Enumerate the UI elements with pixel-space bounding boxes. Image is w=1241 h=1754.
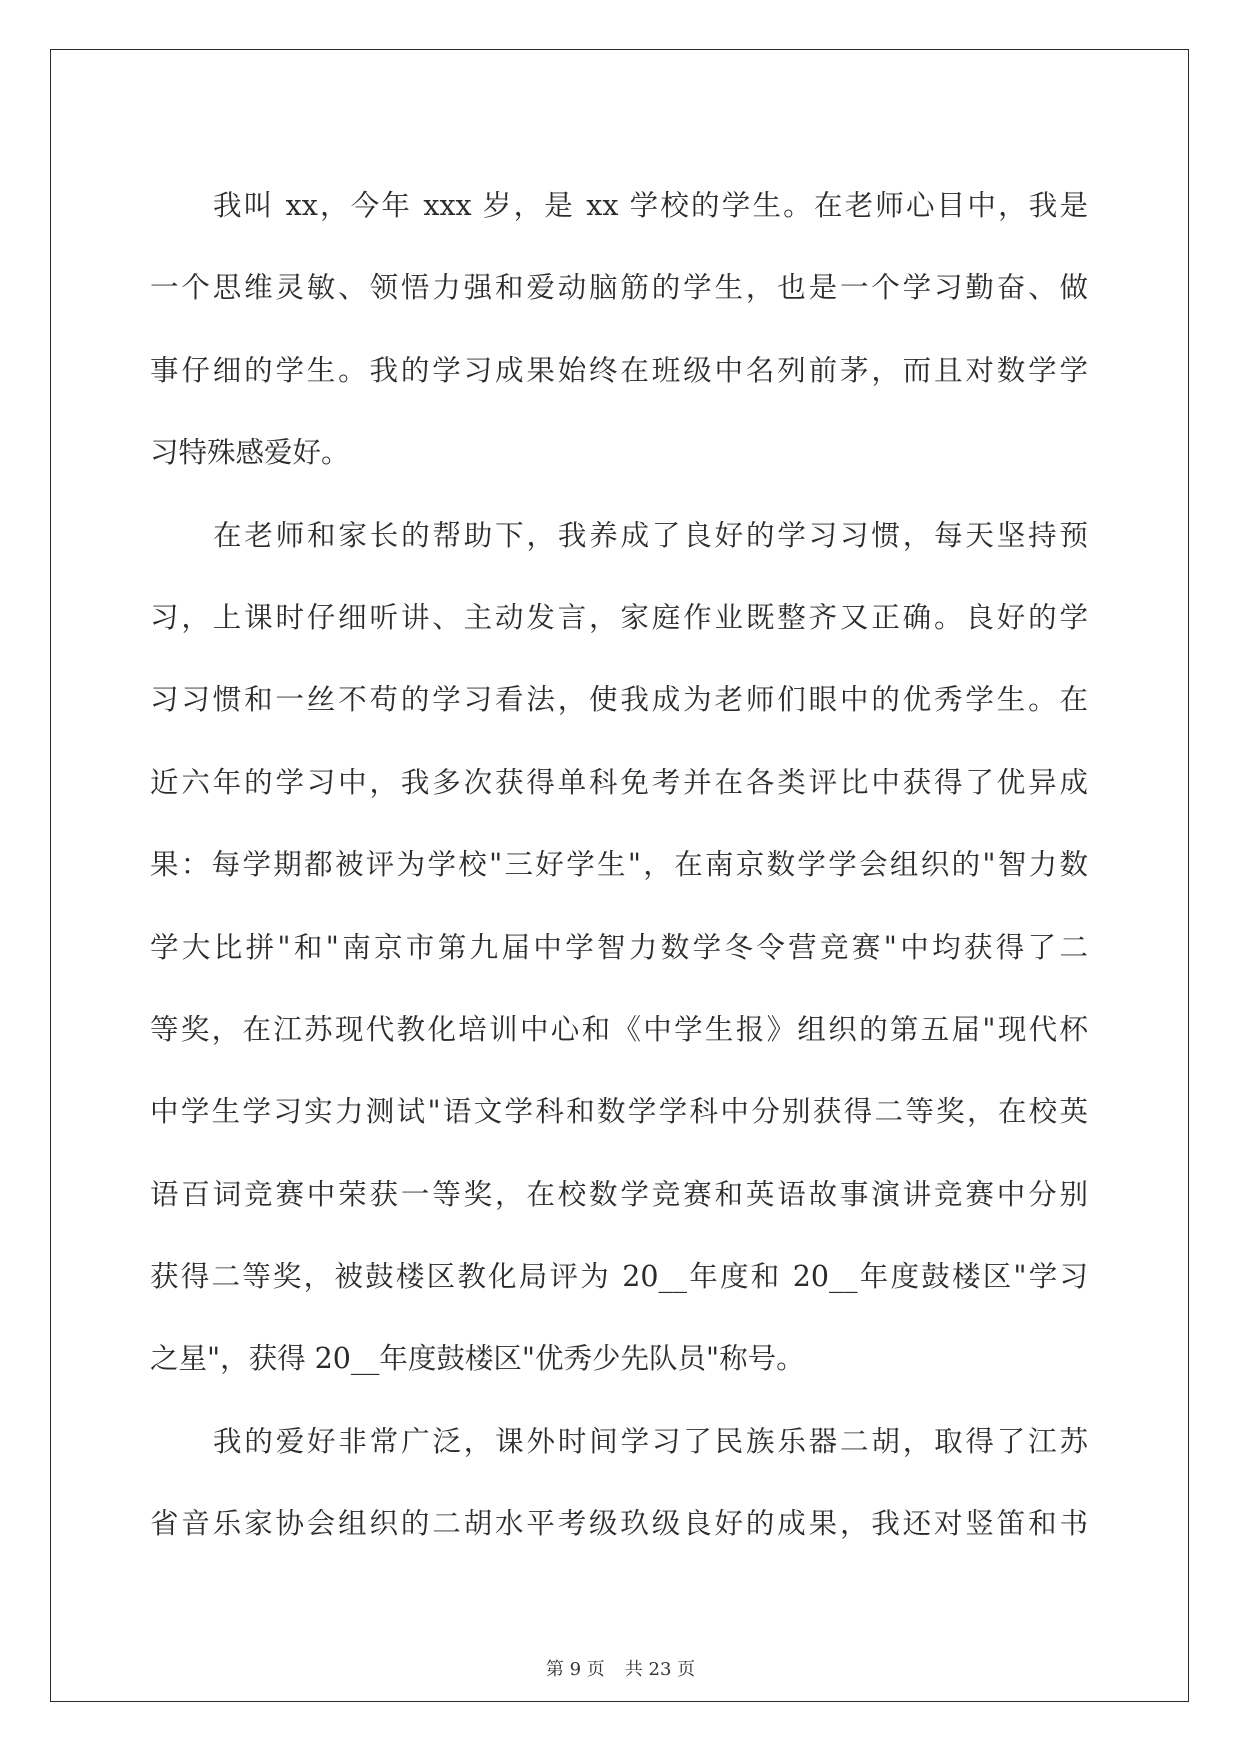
text-line: 我叫 xx，今年 xxx 岁，是 xx 学校的学生。在老师心目中，我是 — [213, 189, 1088, 222]
text-line: 近六年的学习中，我多次获得单科免考并在各类评比中获得了优异成 — [150, 765, 1088, 799]
text-line: 一个思维灵敏、领悟力强和爱动脑筋的学生，也是一个学习勤奋、做 — [150, 271, 1088, 305]
document-body — [150, 165, 1088, 1566]
text-line: 获得二等奖，被鼓楼区教化局评为 20__年度和 20__年度鼓楼区"学习 — [150, 1260, 1088, 1294]
page-total: 共 23 页 — [624, 1659, 696, 1680]
text-line: 之星"，获得 20__年度鼓楼区"优秀少先队员"称号。 — [150, 1342, 805, 1376]
text-line: 习，上课时仔细听讲、主动发言，家庭作业既整齐又正确。良好的学 — [150, 600, 1088, 634]
text-line: 习习惯和一丝不苟的学习看法，使我成为老师们眼中的优秀学生。在 — [150, 683, 1088, 717]
page-footer — [0, 1655, 1241, 1681]
page-number: 第 9 页 — [545, 1659, 605, 1680]
text-line: 习特殊感爱好。 — [150, 436, 350, 470]
text-line: 语百词竞赛中荣获一等奖，在校数学竞赛和英语故事演讲竞赛中分别 — [150, 1177, 1088, 1211]
text-line: 省音乐家协会组织的二胡水平考级玖级良好的成果，我还对竖笛和书 — [150, 1507, 1088, 1541]
text-line: 中学生学习实力测试"语文学科和数学学科中分别获得二等奖，在校英 — [150, 1095, 1088, 1129]
text-line: 果：每学期都被评为学校"三好学生"，在南京数学学会组织的"智力数 — [150, 848, 1088, 882]
text-line: 等奖，在江苏现代教化培训中心和《中学生报》组织的第五届"现代杯 — [150, 1012, 1088, 1046]
text-line: 我的爱好非常广泛，课外时间学习了民族乐器二胡，取得了江苏 — [213, 1424, 1088, 1458]
text-line: 事仔细的学生。我的学习成果始终在班级中名列前茅，而且对数学学 — [150, 353, 1088, 387]
text-line: 学大比拼"和"南京市第九届中学智力数学冬令营竞赛"中均获得了二 — [150, 930, 1088, 964]
text-line: 在老师和家长的帮助下，我养成了良好的学习习惯，每天坚持预 — [213, 518, 1088, 552]
